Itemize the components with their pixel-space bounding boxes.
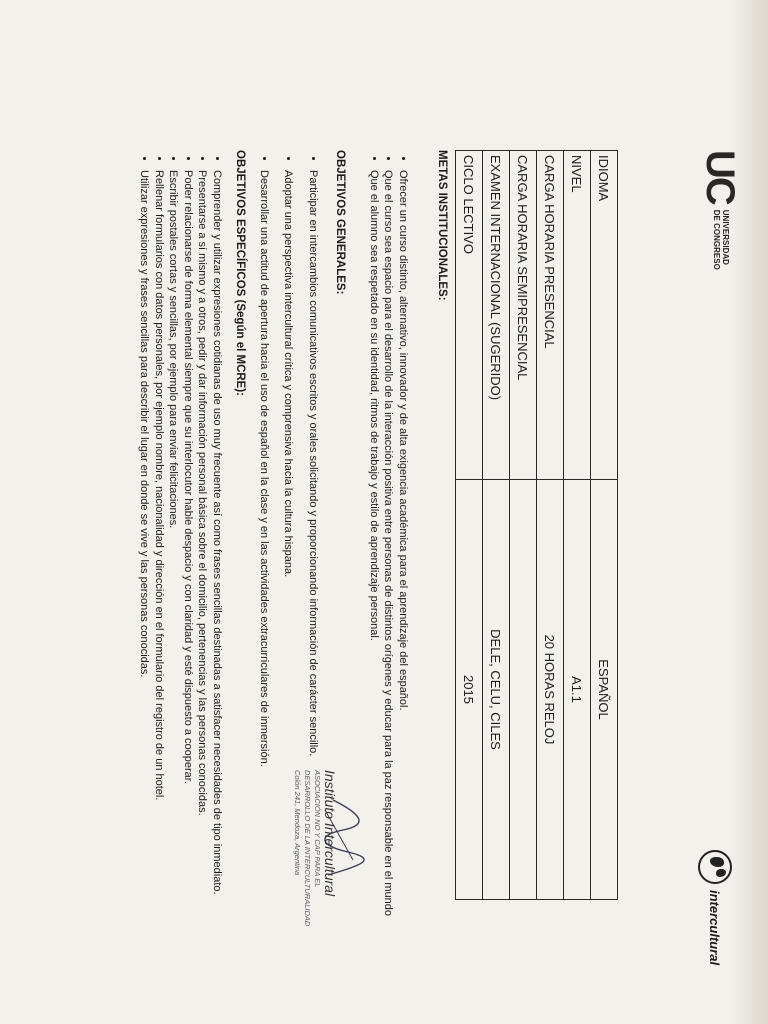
stamp-line: Colón 241, Mendoza, Argentina	[293, 770, 302, 876]
list-item: • Participar en intercambios comunicativos escritos y orales solicitando y proporcionando información de carácter sencillo.	[306, 170, 321, 990]
metas-list	[367, 150, 411, 990]
list-item: • Adoptar una perspectiva intercultural crítica y comprensiva hacia la cultura hispana.	[281, 170, 296, 990]
uc-logo-mark: UC	[698, 150, 742, 204]
institution-stamp	[292, 770, 338, 970]
stamp-institution: Instituto Intercultural	[322, 770, 338, 897]
table-cell-label: CARGA HORARIA PRESENCIAL	[537, 151, 564, 480]
globe-icon	[698, 850, 732, 884]
stamp-line: DESARROLLO DE LA INTERCULTURALIDAD	[303, 770, 312, 927]
table-row	[564, 151, 591, 900]
table-cell-value: ESPAÑOL	[591, 480, 618, 900]
especificos-heading: OBJETIVOS ESPECÍFICOS (Según el MCRE):	[234, 150, 246, 397]
generales-heading: OBJETIVOS GENERALES:	[334, 150, 346, 295]
list-item: • Comprender y utilizar expresiones cotidianas de uso muy frecuente así como frases sencillas destinadas a satisfacer necesidades de tipo inmediato.	[210, 170, 225, 990]
table-cell-value: A1.1	[564, 480, 591, 900]
intercultural-logo	[698, 850, 732, 965]
table-cell-label: CARGA HORARIA SEMIPRESENCIAL	[510, 151, 537, 480]
intercultural-logo-text: intercultural	[707, 890, 723, 966]
uc-logo-line1: UNIVERSIDAD	[720, 209, 730, 265]
table-cell-label: EXAMEN INTERNACIONAL (SUGERIDO)	[483, 151, 510, 480]
table-cell-value: DELE, CELU, CILES	[483, 480, 510, 900]
course-info-table	[455, 150, 618, 900]
especificos-list	[137, 150, 224, 990]
table-row	[456, 151, 483, 900]
university-logo	[700, 150, 740, 270]
list-item: • Poder relacionarse de forma elemental siempre que su interlocutor hable despacio y con claridad y esté dispuesto a cooperar.	[181, 170, 196, 990]
table-cell-value: 20 HORAS RELOJ	[537, 480, 564, 900]
list-item: • Que el curso sea espacio para el desarrollo de la interacción positiva entre personas de distintos orígenes y educar para la paz responsable en el mundo	[381, 170, 396, 990]
table-cell-label: IDIOMA	[591, 151, 618, 480]
table-cell-value: 2015	[456, 480, 483, 900]
table-row	[510, 151, 537, 900]
table-cell-label: NIVEL	[564, 151, 591, 480]
list-item: • Desarrollar una actitud de apertura hacia el uso de español en la clase y en las actividades extracurriculares de inmersión.	[257, 170, 272, 990]
uc-logo-line2: DE CONGRESO	[712, 209, 721, 270]
table-row	[483, 151, 510, 900]
stamp-line: ASOCIACIÓN NO Y CAP PARA EL	[313, 770, 322, 888]
list-item: • Utilizar expresiones y frases sencillas para describir el lugar en donde se vive y las personas conocidas.	[137, 170, 152, 990]
list-item: • Presentarse a sí mismo y a otros, pedir y dar información personal básica sobre el domicilio, pertenencias y las personas conocidas.	[195, 170, 210, 990]
list-item: • Escribir postales cortas y sencillas, por ejemplo para enviar felicitaciones.	[166, 170, 181, 990]
table-cell-label: CICLO LECTIVO	[456, 151, 483, 480]
list-item: • Ofrecer un curso distinto, alternativo, innovador y de alta exigencia académica para el aprendizaje del español.	[396, 170, 411, 990]
table-row	[591, 151, 618, 900]
table-cell-value	[510, 480, 537, 900]
list-item: • Rellenar formularios con datos personales, por ejemplo nombre, nacionalidad y dirección en el formulario del registro de un hotel.	[152, 170, 167, 990]
table-row	[537, 151, 564, 900]
list-item: • Que el alumno sea respetado en su identidad, ritmos de trabajo y estilo de aprendizaje personal.	[367, 170, 382, 990]
metas-heading: METAS INSTITUCIONALES:	[436, 150, 448, 301]
